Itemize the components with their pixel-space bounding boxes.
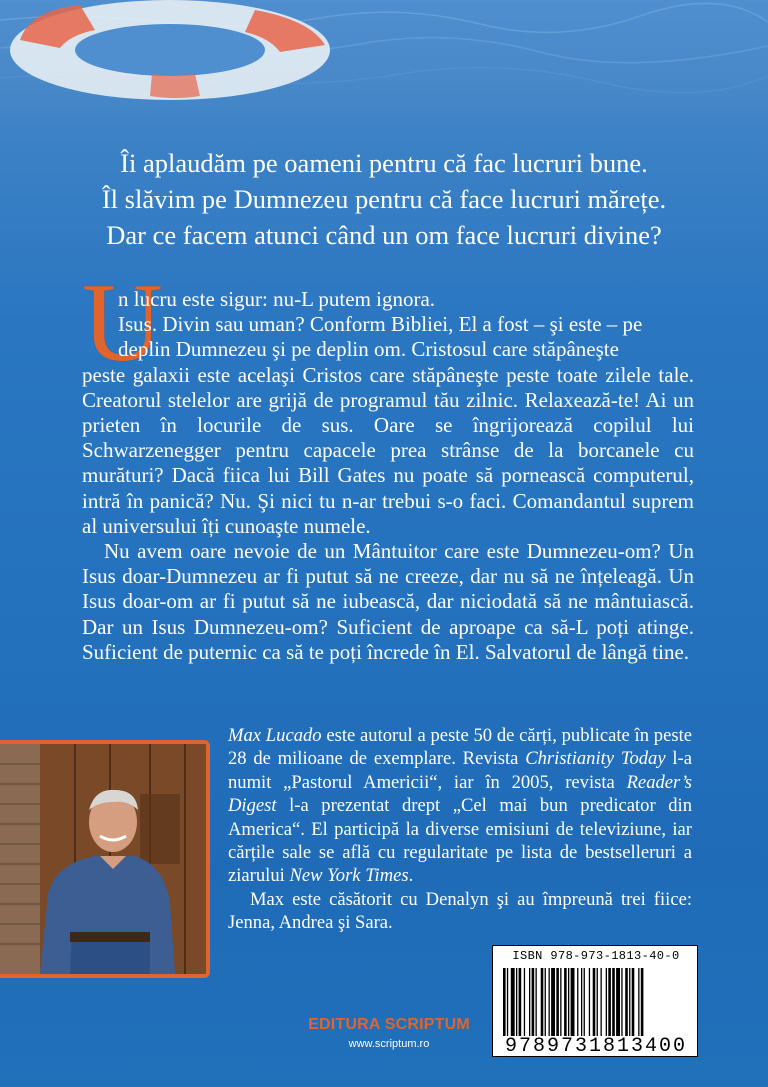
- barcode-bar: [556, 968, 559, 1036]
- drop-cap: U: [82, 261, 163, 385]
- isbn-barcode: [492, 945, 698, 1057]
- barcode-bar: [608, 968, 611, 1036]
- barcode-bar: [638, 968, 639, 1036]
- water-photo-header: [0, 0, 768, 130]
- barcode-bar: [511, 968, 515, 1036]
- barcode-bar: [551, 968, 555, 1036]
- barcode-bar: [593, 968, 596, 1036]
- newspaper-nyt: New York Times: [289, 865, 409, 887]
- barcode-bar: [549, 968, 550, 1036]
- tagline-line-2: Îl slăvim pe Dumnezeu pentru că face lucruri mărețe.: [101, 184, 667, 214]
- author-name: Max Lucado: [228, 725, 322, 746]
- barcode-bar: [589, 968, 590, 1036]
- barcode-bar: [597, 968, 598, 1036]
- barcode-bar: [616, 968, 620, 1036]
- barcode-bar: [625, 968, 628, 1036]
- tagline: [0, 145, 768, 253]
- barcode-bar: [529, 968, 530, 1036]
- barcode-bar: [503, 968, 506, 1036]
- bio-paragraph-1: [228, 724, 692, 888]
- barcode-bars: [503, 968, 689, 1036]
- barcode-bar: [541, 968, 544, 1036]
- barcode-bar: [568, 968, 569, 1036]
- barcode-bar: [519, 968, 522, 1036]
- isbn-label: ISBN 978-973-1813-40-0: [512, 949, 680, 963]
- barcode-bar: [584, 968, 585, 1036]
- paragraph-1-line-2: Isus. Divin sau uman? Conform Bibliei, El a fost – şi este – pe: [118, 312, 643, 337]
- barcode-bar: [516, 968, 517, 1036]
- barcode-bar: [564, 968, 567, 1036]
- publisher-website[interactable]: www.scriptum.ro: [348, 1038, 430, 1050]
- barcode-bar: [524, 968, 525, 1036]
- barcode-bar: [629, 968, 630, 1036]
- bio-text-a: este autorul a peste 50 de cărți, publicate în peste 28 de milioane de exemplare. Revista: [228, 725, 692, 770]
- paragraph-1-line-1: n lucru este sigur: nu-L putem ignora.: [118, 287, 436, 311]
- barcode-bar: [632, 968, 635, 1036]
- barcode-bar: [536, 968, 537, 1036]
- lifebuoy-image: [0, 0, 330, 110]
- barcode-bar: [621, 968, 622, 1036]
- tagline-line-3: Dar ce facem atunci când un om face lucruri divine?: [106, 220, 662, 250]
- magazine-readers-digest: Reader’s Digest: [228, 771, 692, 817]
- barcode-bar: [612, 968, 615, 1036]
- barcode-bar: [606, 968, 607, 1036]
- barcode-bar: [641, 968, 644, 1036]
- barcode-bar: [507, 968, 508, 1036]
- barcode-bar: [560, 968, 561, 1036]
- barcode-bar: [545, 968, 546, 1036]
- barcode-bar: [577, 968, 578, 1036]
- main-description: [82, 287, 694, 665]
- tagline-line-1: Îi aplaudăm pe oameni pentru că fac lucruri bune.: [120, 148, 648, 178]
- barcode-bar: [571, 968, 575, 1036]
- barcode-digits: 9789731813400: [504, 1035, 688, 1058]
- paragraph-2: Nu avem oare nevoie de un Mântuitor care este Dumnezeu-om? Un Isus doar-Dumnezeu ar fi putut să ne creeze, dar nu să ne înțeleagă. Un Isus doar-om ar fi putut să ne iubească, dar niciodată să ne mântuiască. Dar un Isus Dumnezeu-om? Suficient de aproape ca să-L poți atinge. Suficient de puternic ca să te poți încrede în El. Salvatorul de lângă tine.: [82, 539, 694, 664]
- bio-text-b: l-a numit „Pastorul Americii“, iar în 2005, revista: [228, 748, 693, 793]
- bio-text-d: .: [408, 865, 414, 887]
- bio-text-c: l-a prezentat drept „Cel mai bun predicator din America“. El participă la diverse emisiuni de televiziune, iar cărțile sale se află cu regularitate pe lista de bestselleruri a ziarului: [228, 795, 692, 887]
- bio-paragraph-2: Max este căsătorit cu Denalyn şi au împreună trei fiice: Jenna, Andrea şi Sara.: [228, 888, 692, 934]
- paragraph-1: [82, 287, 694, 539]
- author-photo: [0, 740, 210, 978]
- paragraph-1-line-3: deplin Dumnezeu şi pe deplin om. Cristosul care stăpâneşte: [118, 337, 619, 362]
- paragraph-1-rest: peste galaxii este acelaşi Cristos care stăpâneşte peste toate zilele tale. Creatorul stelelor are grijă de programul tău zilnic. Relaxează-te! Ai un prieten în locurile de sus. Oare se îngrijorează copilul lui Schwarzenegger pentru capacele prea strânse de la borcanele cu murături? Dacă fiica lui Bill Gates nu poate să pornească computerul, intră în panică? Nu. Şi nici tu n-ar trebui s-o faci. Comandantul suprem al universului îți cunoaşte numele.: [82, 362, 694, 538]
- barcode-bar: [601, 968, 602, 1036]
- author-bio: [228, 724, 692, 935]
- magazine-christianity-today: Christianity Today: [525, 748, 666, 770]
- publisher-name: EDITURA SCRIPTUM: [308, 1016, 470, 1033]
- barcode-bar: [532, 968, 535, 1036]
- barcode-bar: [581, 968, 582, 1036]
